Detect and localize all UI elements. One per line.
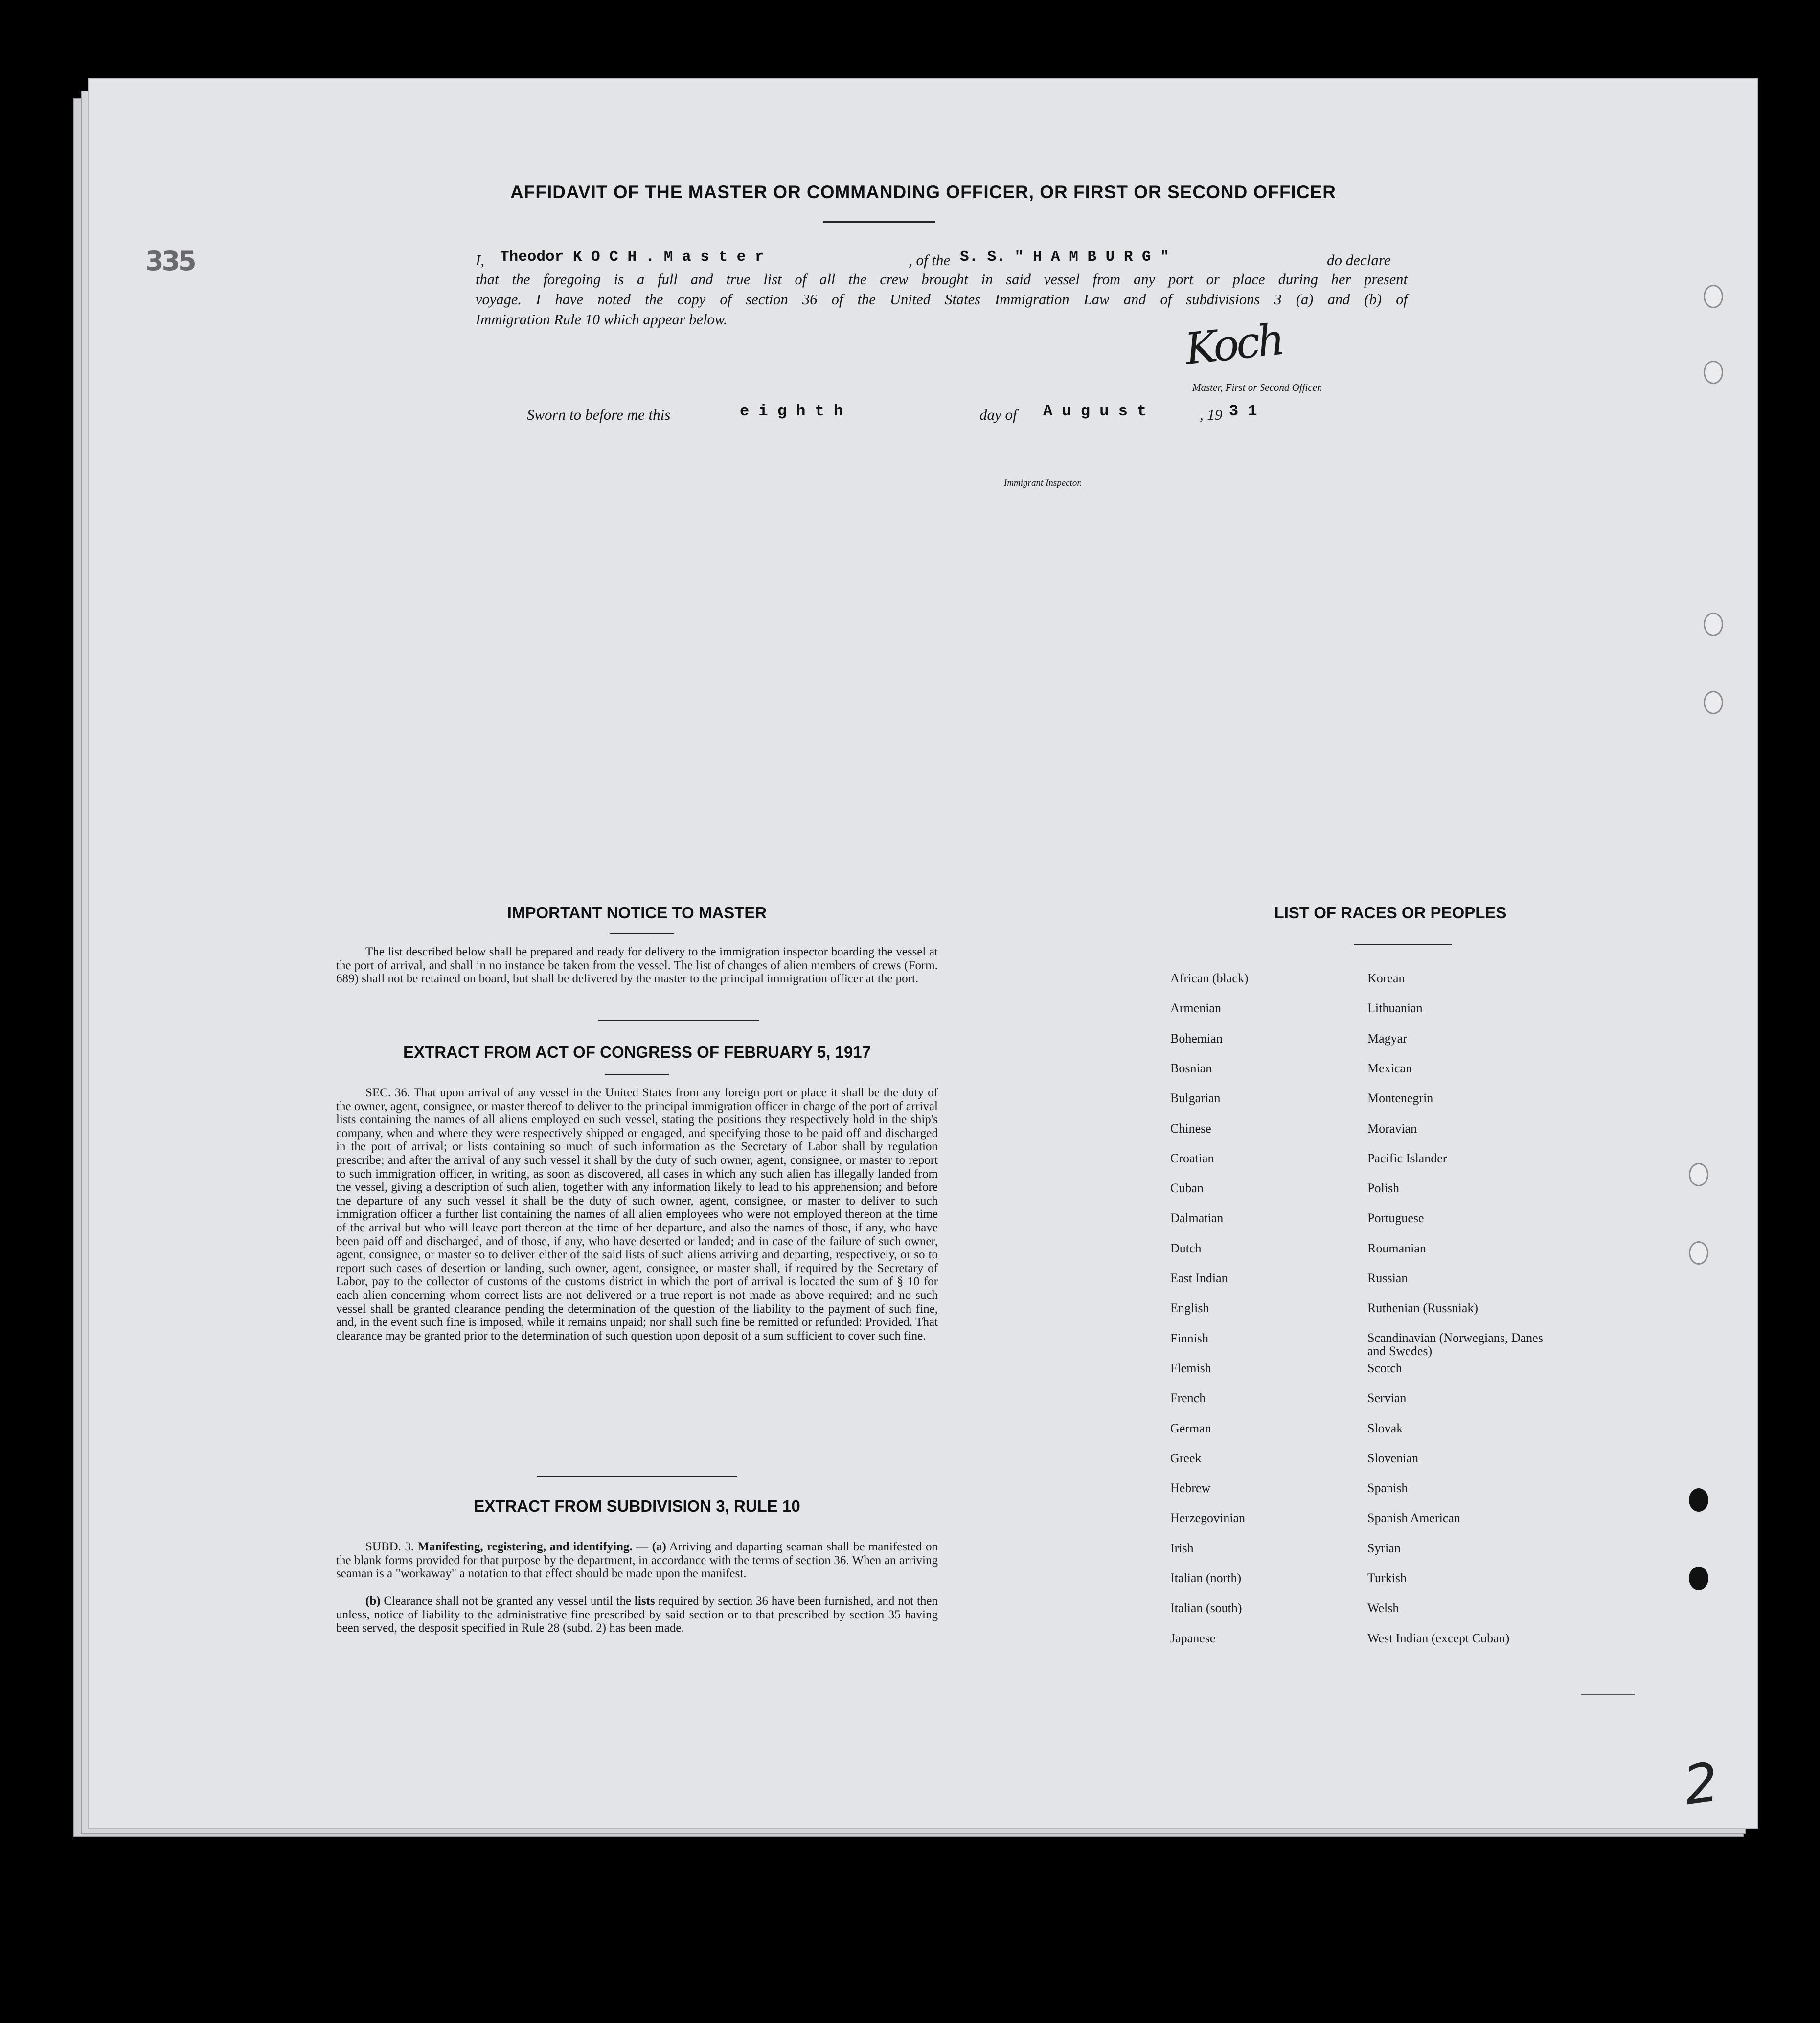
race-item: Turkish — [1367, 1571, 1407, 1585]
race-item: Polish — [1367, 1181, 1400, 1196]
margin-stamp: 335 — [145, 246, 195, 276]
end-rule — [1581, 1694, 1635, 1695]
punch-hole — [1704, 691, 1723, 714]
race-item: Korean — [1367, 971, 1405, 985]
of-the-label: , of the — [909, 251, 951, 269]
race-item: Magyar — [1367, 1031, 1407, 1046]
punch-hole — [1704, 613, 1723, 636]
rule10-title: EXTRACT FROM SUBDIVISION 3, RULE 10 — [474, 1497, 800, 1515]
race-item: Slovenian — [1367, 1451, 1418, 1465]
race-item: Herzegovinian — [1170, 1511, 1246, 1525]
race-item: African (black) — [1170, 971, 1249, 985]
rule10-para-a: SUBD. 3. Manifesting, registering, and identifying. — (a) Arriving and daparting seaman shall be manifested on the blank forms provided for that purpose by the department, in accordance with the terms of section 36. When an arriving seaman is a "workaway" a notation to that effect should be made upon the manifest. — [336, 1540, 938, 1581]
affidavit-line1-prefix: I, — [476, 251, 485, 269]
race-item: Spanish American — [1367, 1511, 1460, 1525]
notice-title: IMPORTANT NOTICE TO MASTER — [507, 904, 767, 922]
race-item: Bohemian — [1170, 1031, 1223, 1046]
race-item: Syrian — [1367, 1541, 1401, 1555]
section-rule — [598, 1020, 759, 1021]
subd-label: SUBD. 3. — [365, 1540, 414, 1553]
section-rule — [1354, 944, 1452, 945]
race-item: Servian — [1367, 1391, 1407, 1406]
race-item: Irish — [1170, 1541, 1194, 1555]
race-item: Welsh — [1367, 1601, 1399, 1615]
subd-heading: Manifesting, registering, and identifying. — [417, 1540, 633, 1553]
affidavit-line4: Immigration Rule 10 which appear below. — [476, 311, 728, 328]
race-item: Bulgarian — [1170, 1091, 1221, 1106]
day-of-label: day of — [979, 406, 1017, 423]
sworn-day-field: e i g h t h — [740, 402, 843, 420]
sworn-month-field: A u g u s t — [1043, 402, 1147, 420]
section-rule — [610, 933, 674, 934]
race-item: Scotch — [1367, 1361, 1402, 1375]
officer-name-field: Theodor K O C H . M a s t e r — [500, 249, 764, 266]
title-rule — [823, 221, 935, 223]
race-item: Japanese — [1170, 1631, 1216, 1645]
race-item: Spanish — [1367, 1481, 1408, 1496]
punch-hole — [1689, 1488, 1708, 1512]
inspector-caption: Immigrant Inspector. — [1004, 478, 1082, 488]
race-item: Finnish — [1170, 1331, 1209, 1345]
race-item: Slovak — [1367, 1421, 1403, 1435]
race-item: French — [1170, 1391, 1206, 1406]
race-item: Armenian — [1170, 1001, 1221, 1016]
race-item: Chinese — [1170, 1121, 1211, 1136]
rule10-para-b: (b) Clearance shall not be granted any vessel until the lists required by section 36 have been furnished, and not then unless, notice of liability to the administrative fine prescribed by said section or to that prescribed by section 35 having been served, the desposit specified in Rule 28 (subd. 2) has been made. — [336, 1594, 938, 1635]
race-item: Montenegrin — [1367, 1091, 1433, 1106]
affidavit-title: AFFIDAVIT OF THE MASTER OR COMMANDING OFFICER, OR FIRST OR SECOND OFFICER — [510, 182, 1336, 202]
section-rule — [537, 1476, 737, 1477]
race-item: Dutch — [1170, 1241, 1202, 1255]
race-item: German — [1170, 1421, 1211, 1435]
signature-caption: Master, First or Second Officer. — [1192, 382, 1322, 393]
race-item: Roumanian — [1367, 1241, 1426, 1255]
page-number: 2 — [1680, 1750, 1723, 1818]
race-item: Flemish — [1170, 1361, 1211, 1375]
race-item: Mexican — [1367, 1061, 1412, 1075]
act-text: SEC. 36. That upon arrival of any vessel in the United States from any foreign port or place it shall be the duty of the owner, agent, consignee, or master thereof to deliver to the principal immigration officer in charge of the port of arrival lists containing the names of all aliens employed en such vessel, stating the positions they respectively hold in the ship's company, when and where they were respectively shipped or engaged, and specifying those to be paid off and discharged in the port of arrival; or lists containing so much of such information as the Secretary of Labor shall by regulation prescribe; and after the arrival of any such vessel it shall by the duty of such owner, agent, consignee, or master to report to such immigration officer, in writing, as soon as discovered, all cases in which any such alien has illegally landed from the vessel, giving a description of such alien, together with any information likely to lead to his apprehension; and before the departure of any such vessel it shall be the duty of such owner, agent, consignee, or master to deliver to such immigration officer a further list containing the names of all alien employees who were not employed thereon at the time of the arrival but who will leave port thereon at the time of her departure, and also the names of those, if any, who have been paid off and discharged, and of those, if any, who have deserted or landed; and in case of the failure of such owner, agent, consignee, or master so to deliver either of the said lists of such aliens arriving and departing, respectively, or so to report such cases of desertion or landing, such owner, agent, consignee, or master shall, if required by the Secretary of Labor, pay to the collector of customs of the customs district in which the port of arrival is located the sum of § 10 for each alien concerning whom correct lists are not delivered or a true report is not made as above required; and no such vessel shall be granted clearance pending the determination of the question of the liability to the payment of such fine, and, in the event such fine is imposed, while it remains unpaid; nor shall such fine be remitted or refunded: Provided. That clearance may be granted prior to the determination of such question upon deposit of a sum sufficient to cover such fine. — [336, 1086, 938, 1342]
race-item: Ruthenian (Russniak) — [1367, 1301, 1479, 1316]
race-item: Moravian — [1367, 1121, 1417, 1136]
sworn-year-field: 3 1 — [1229, 402, 1257, 420]
race-item: Lithuanian — [1367, 1001, 1423, 1016]
race-item: Hebrew — [1170, 1481, 1211, 1496]
affidavit-line2: that the foregoing is a full and true list of all the crew brought in said vessel from any port or place during her present — [476, 271, 1408, 288]
race-item: East Indian — [1170, 1271, 1228, 1285]
sworn-prefix: Sworn to before me this — [527, 406, 671, 423]
declare-label: do declare — [1327, 251, 1391, 269]
year-prefix: , 19 — [1200, 406, 1223, 423]
affidavit-line3: voyage. I have noted the copy of section 36 of the United States Immigration Law and of subdivisions 3 (a) and (b) of — [476, 291, 1408, 308]
punch-hole — [1689, 1241, 1708, 1265]
race-item: Greek — [1170, 1451, 1202, 1465]
race-item: West Indian (except Cuban) — [1367, 1631, 1510, 1645]
races-title: LIST OF RACES OR PEOPLES — [1274, 904, 1507, 922]
race-item: English — [1170, 1301, 1209, 1316]
race-item: Bosnian — [1170, 1061, 1212, 1075]
act-title: EXTRACT FROM ACT OF CONGRESS OF FEBRUARY 5, 1917 — [403, 1043, 871, 1061]
punch-hole — [1704, 361, 1723, 384]
race-item: Dalmatian — [1170, 1211, 1224, 1226]
race-item: Italian (south) — [1170, 1601, 1242, 1615]
punch-hole — [1689, 1567, 1708, 1590]
section-rule — [605, 1074, 669, 1075]
vessel-name-field: S. S. " H A M B U R G " — [960, 249, 1169, 266]
document-page — [88, 78, 1758, 1829]
race-item: Cuban — [1170, 1181, 1204, 1196]
notice-text: The list described below shall be prepared and ready for delivery to the immigration inspector boarding the vessel at the port of arrival, and shall in no instance be taken from the vessel. The list of changes of alien members of crews (Form. 689) shall not be retained on board, but shall be delivered by the master to the principal immigration officer at the port. — [336, 945, 938, 986]
punch-hole — [1704, 285, 1723, 308]
race-item: Portuguese — [1367, 1211, 1424, 1226]
punch-hole — [1689, 1163, 1708, 1186]
master-signature: Koch — [1183, 314, 1285, 375]
race-item: Russian — [1367, 1271, 1408, 1285]
race-item: Croatian — [1170, 1151, 1214, 1165]
race-item: Scandinavian (Norwegians, Danes and Swedes) — [1367, 1330, 1543, 1358]
race-item: Pacific Islander — [1367, 1151, 1447, 1165]
race-item: Italian (north) — [1170, 1571, 1242, 1585]
